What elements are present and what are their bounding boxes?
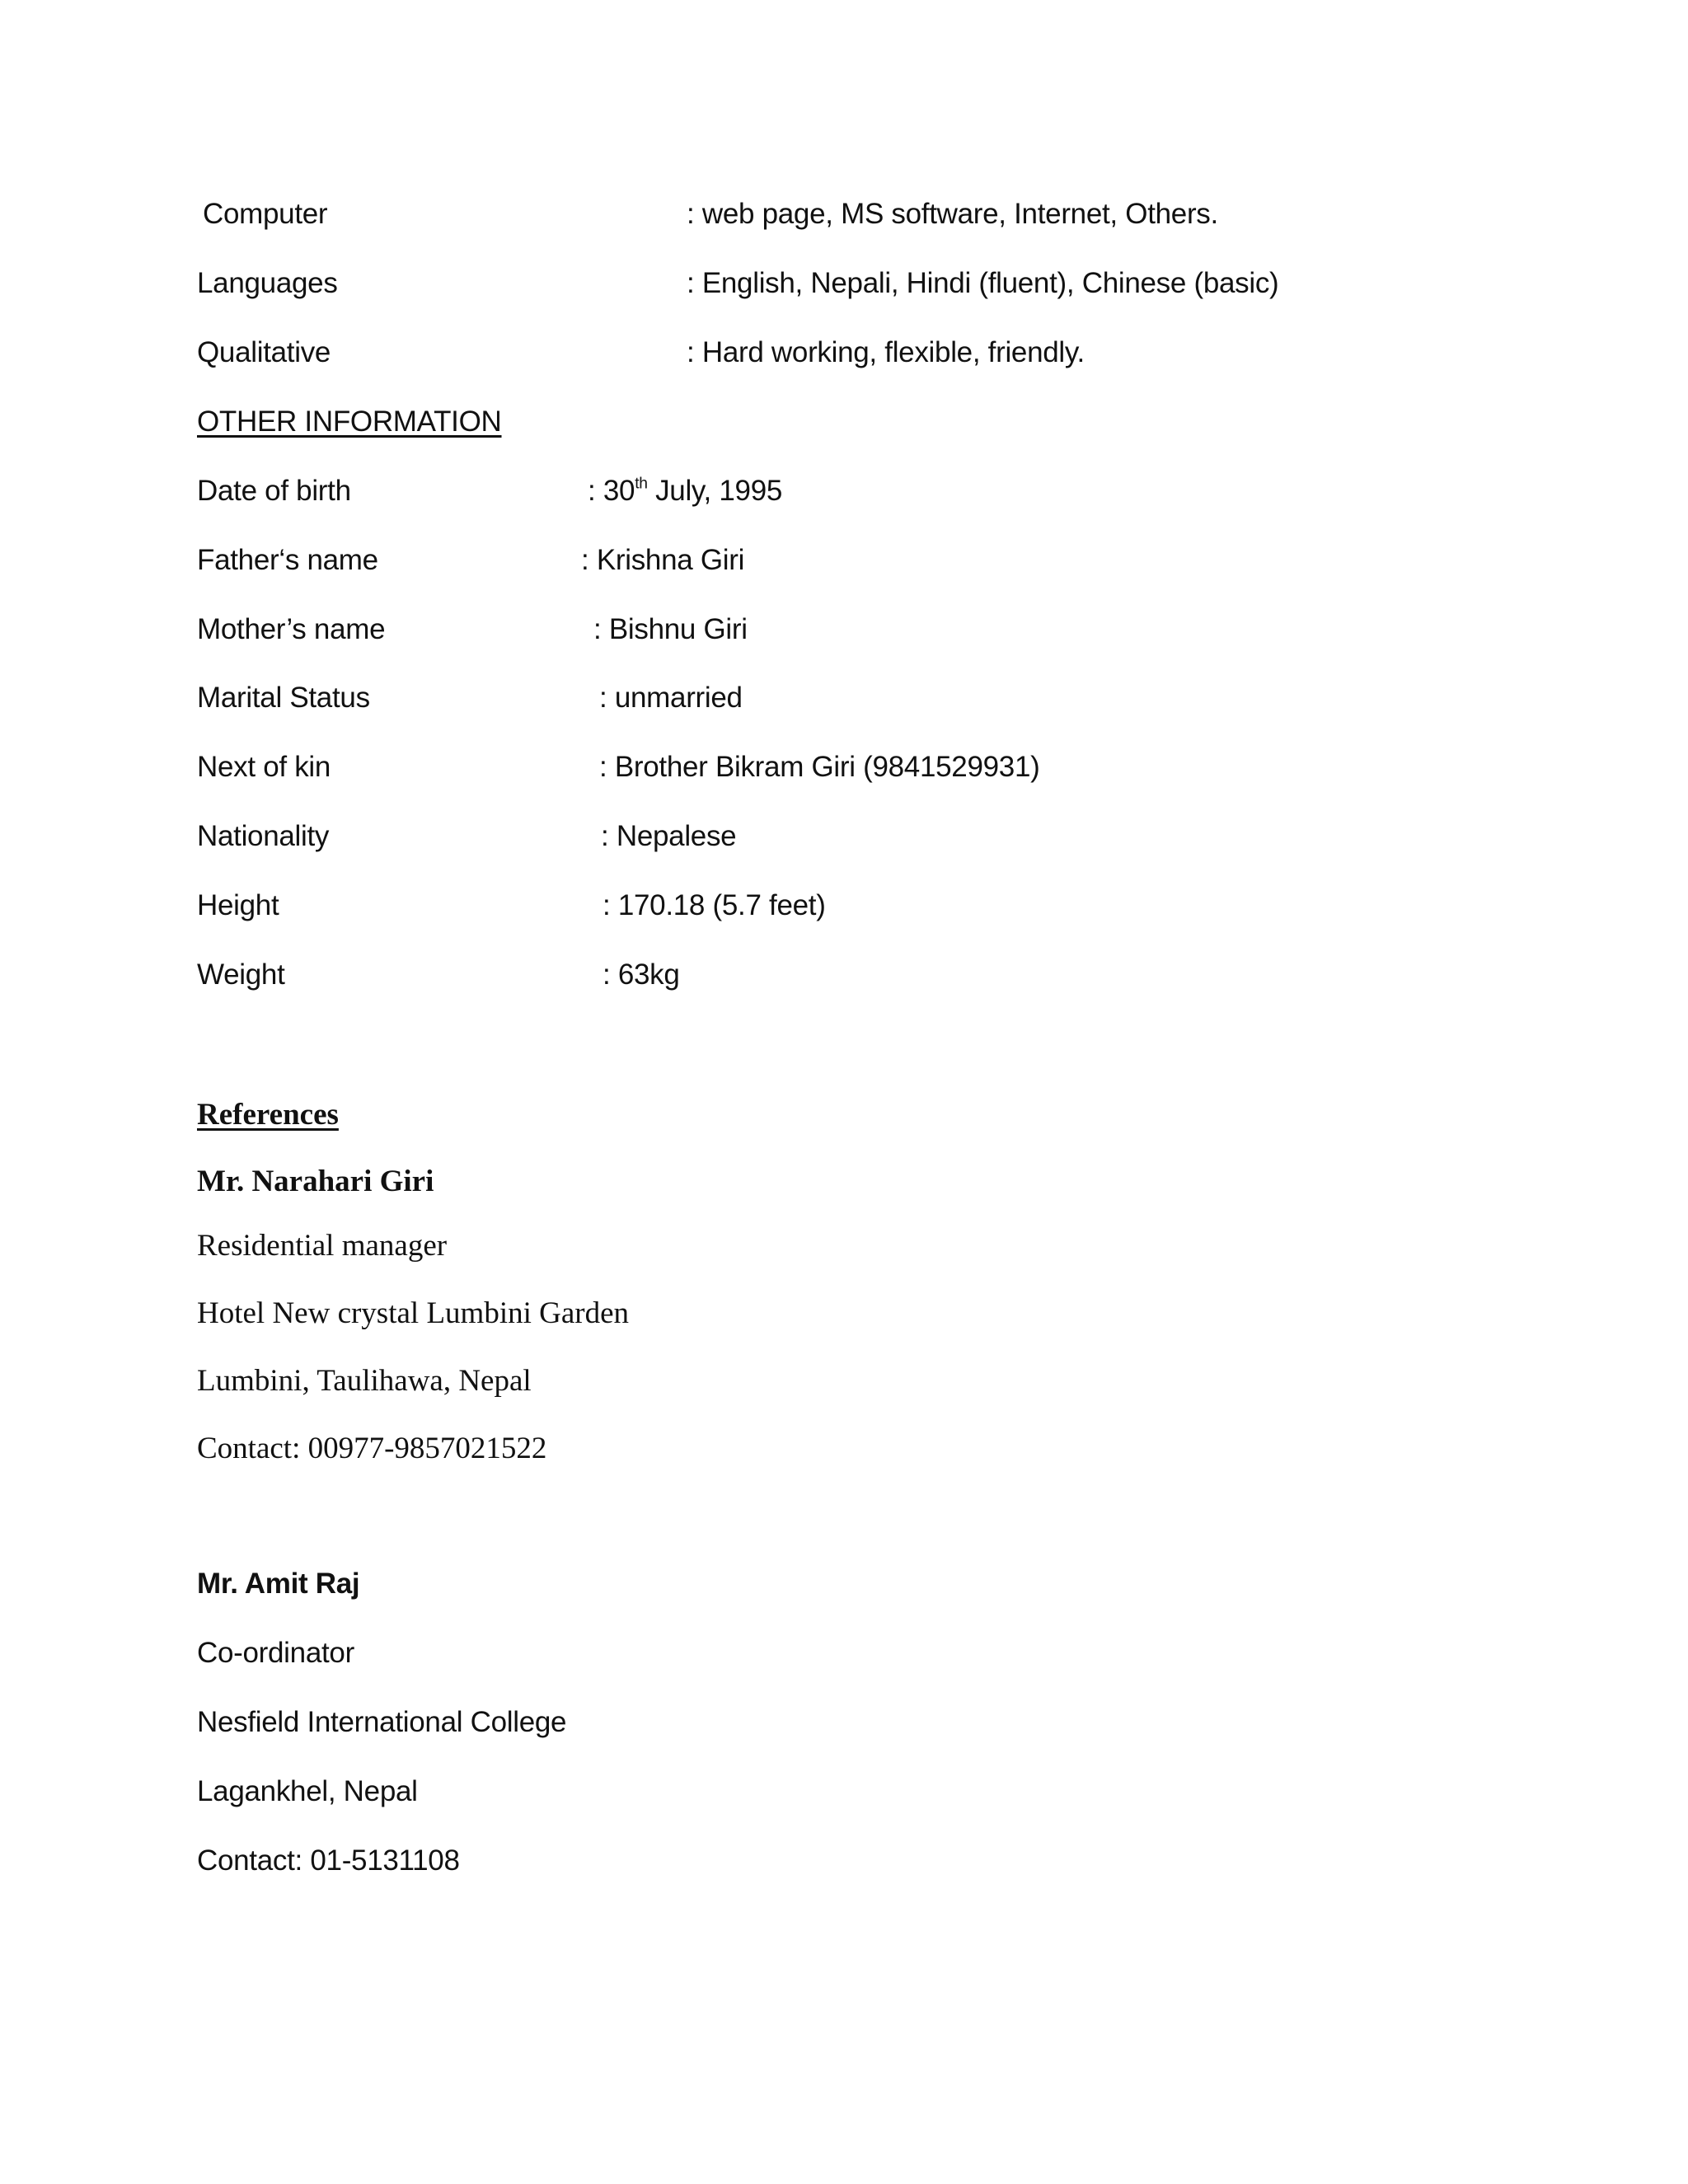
reference-1-title: Residential manager [197,1229,448,1263]
height-value: : 170.18 (5.7 feet) [603,889,826,921]
computer-value: : web page, MS software, Internet, Others. [687,198,1218,230]
references-heading: References [197,1098,339,1132]
qualitative-label: Qualitative [197,336,331,368]
mother-name-label: Mother’s name [197,613,386,645]
qualitative-value: : Hard working, flexible, friendly. [687,336,1085,368]
reference-2-contact: Contact: 01-5131108 [197,1844,460,1877]
dob-label: Date of birth [197,475,351,507]
languages-value: : English, Nepali, Hindi (fluent), Chinese (basic) [687,267,1279,299]
reference-1-organization: Hotel New crystal Lumbini Garden [197,1296,630,1330]
reference-2-name: Mr. Amit Raj [197,1568,360,1600]
computer-label: Computer [203,198,328,230]
reference-1-address: Lumbini, Taulihawa, Nepal [197,1364,532,1398]
weight-value: : 63kg [603,958,680,991]
mother-name-value: : Bishnu Giri [593,613,748,645]
languages-label: Languages [197,267,338,299]
reference-2-organization: Nesfield International College [197,1706,567,1738]
reference-1-contact: Contact: 00977-9857021522 [197,1432,547,1465]
other-information-heading: OTHER INFORMATION [197,405,502,438]
next-of-kin-label: Next of kin [197,751,331,783]
father-name-label: Father‘s name [197,544,378,576]
dob-month-year: July, 1995 [647,475,783,507]
dob-ordinal: th [635,475,648,493]
reference-1-name: Mr. Narahari Giri [197,1165,434,1198]
father-name-value: : Krishna Giri [581,544,745,576]
reference-2-address: Lagankhel, Nepal [197,1775,418,1807]
weight-label: Weight [197,958,285,991]
nationality-value: : Nepalese [601,820,737,852]
marital-status-label: Marital Status [197,682,370,714]
next-of-kin-value: : Brother Bikram Giri (9841529931) [599,751,1040,783]
height-label: Height [197,889,279,921]
dob-day: : 30 [588,475,635,507]
marital-status-value: : unmarried [599,682,743,714]
reference-2-title: Co-ordinator [197,1637,354,1669]
dob-value [588,476,782,505]
nationality-label: Nationality [197,820,330,852]
